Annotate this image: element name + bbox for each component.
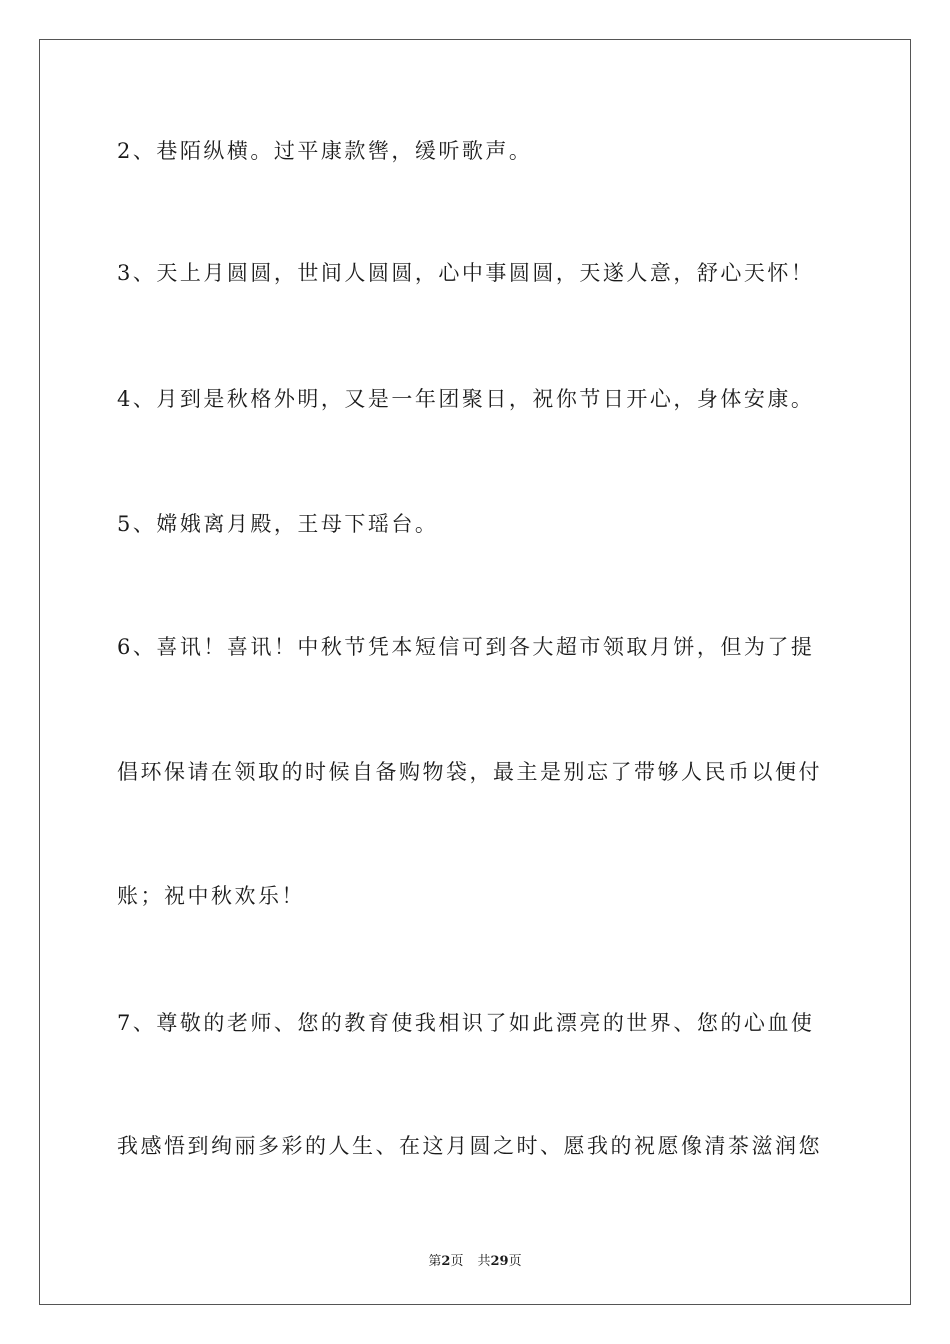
text-line-4: 5、嫦娥离月殿，王母下瑶台。 xyxy=(117,512,439,536)
text-line-2: 3、天上月圆圆，世间人圆圆，心中事圆圆，天遂人意，舒心天怀！ xyxy=(117,261,815,285)
page-prefix: 第 xyxy=(428,1254,442,1269)
page-footer xyxy=(0,1250,950,1269)
page-border xyxy=(39,39,911,1305)
total-suffix: 页 xyxy=(508,1254,522,1269)
text-line-6: 倡环保请在领取的时候自备购物袋，最主是别忘了带够人民币以便付 xyxy=(117,760,822,784)
text-line-5: 6、喜讯！喜讯！中秋节凭本短信可到各大超市领取月饼，但为了提 xyxy=(117,635,815,659)
text-line-9: 我感悟到绚丽多彩的人生、在这月圆之时、愿我的祝愿像清茶滋润您 xyxy=(117,1134,822,1158)
text-line-7: 账；祝中秋欢乐！ xyxy=(117,884,305,908)
total-prefix: 共 xyxy=(477,1254,491,1269)
text-line-1: 2、巷陌纵横。过平康款辔，缓听歌声。 xyxy=(117,139,533,163)
total-pages: 29 xyxy=(490,1254,509,1269)
text-line-8: 7、尊敬的老师、您的教育使我相识了如此漂亮的世界、您的心血使 xyxy=(117,1011,815,1035)
page-number: 2 xyxy=(441,1254,451,1269)
page-suffix: 页 xyxy=(450,1254,464,1269)
text-line-3: 4、月到是秋格外明，又是一年团聚日，祝你节日开心，身体安康。 xyxy=(117,387,815,411)
